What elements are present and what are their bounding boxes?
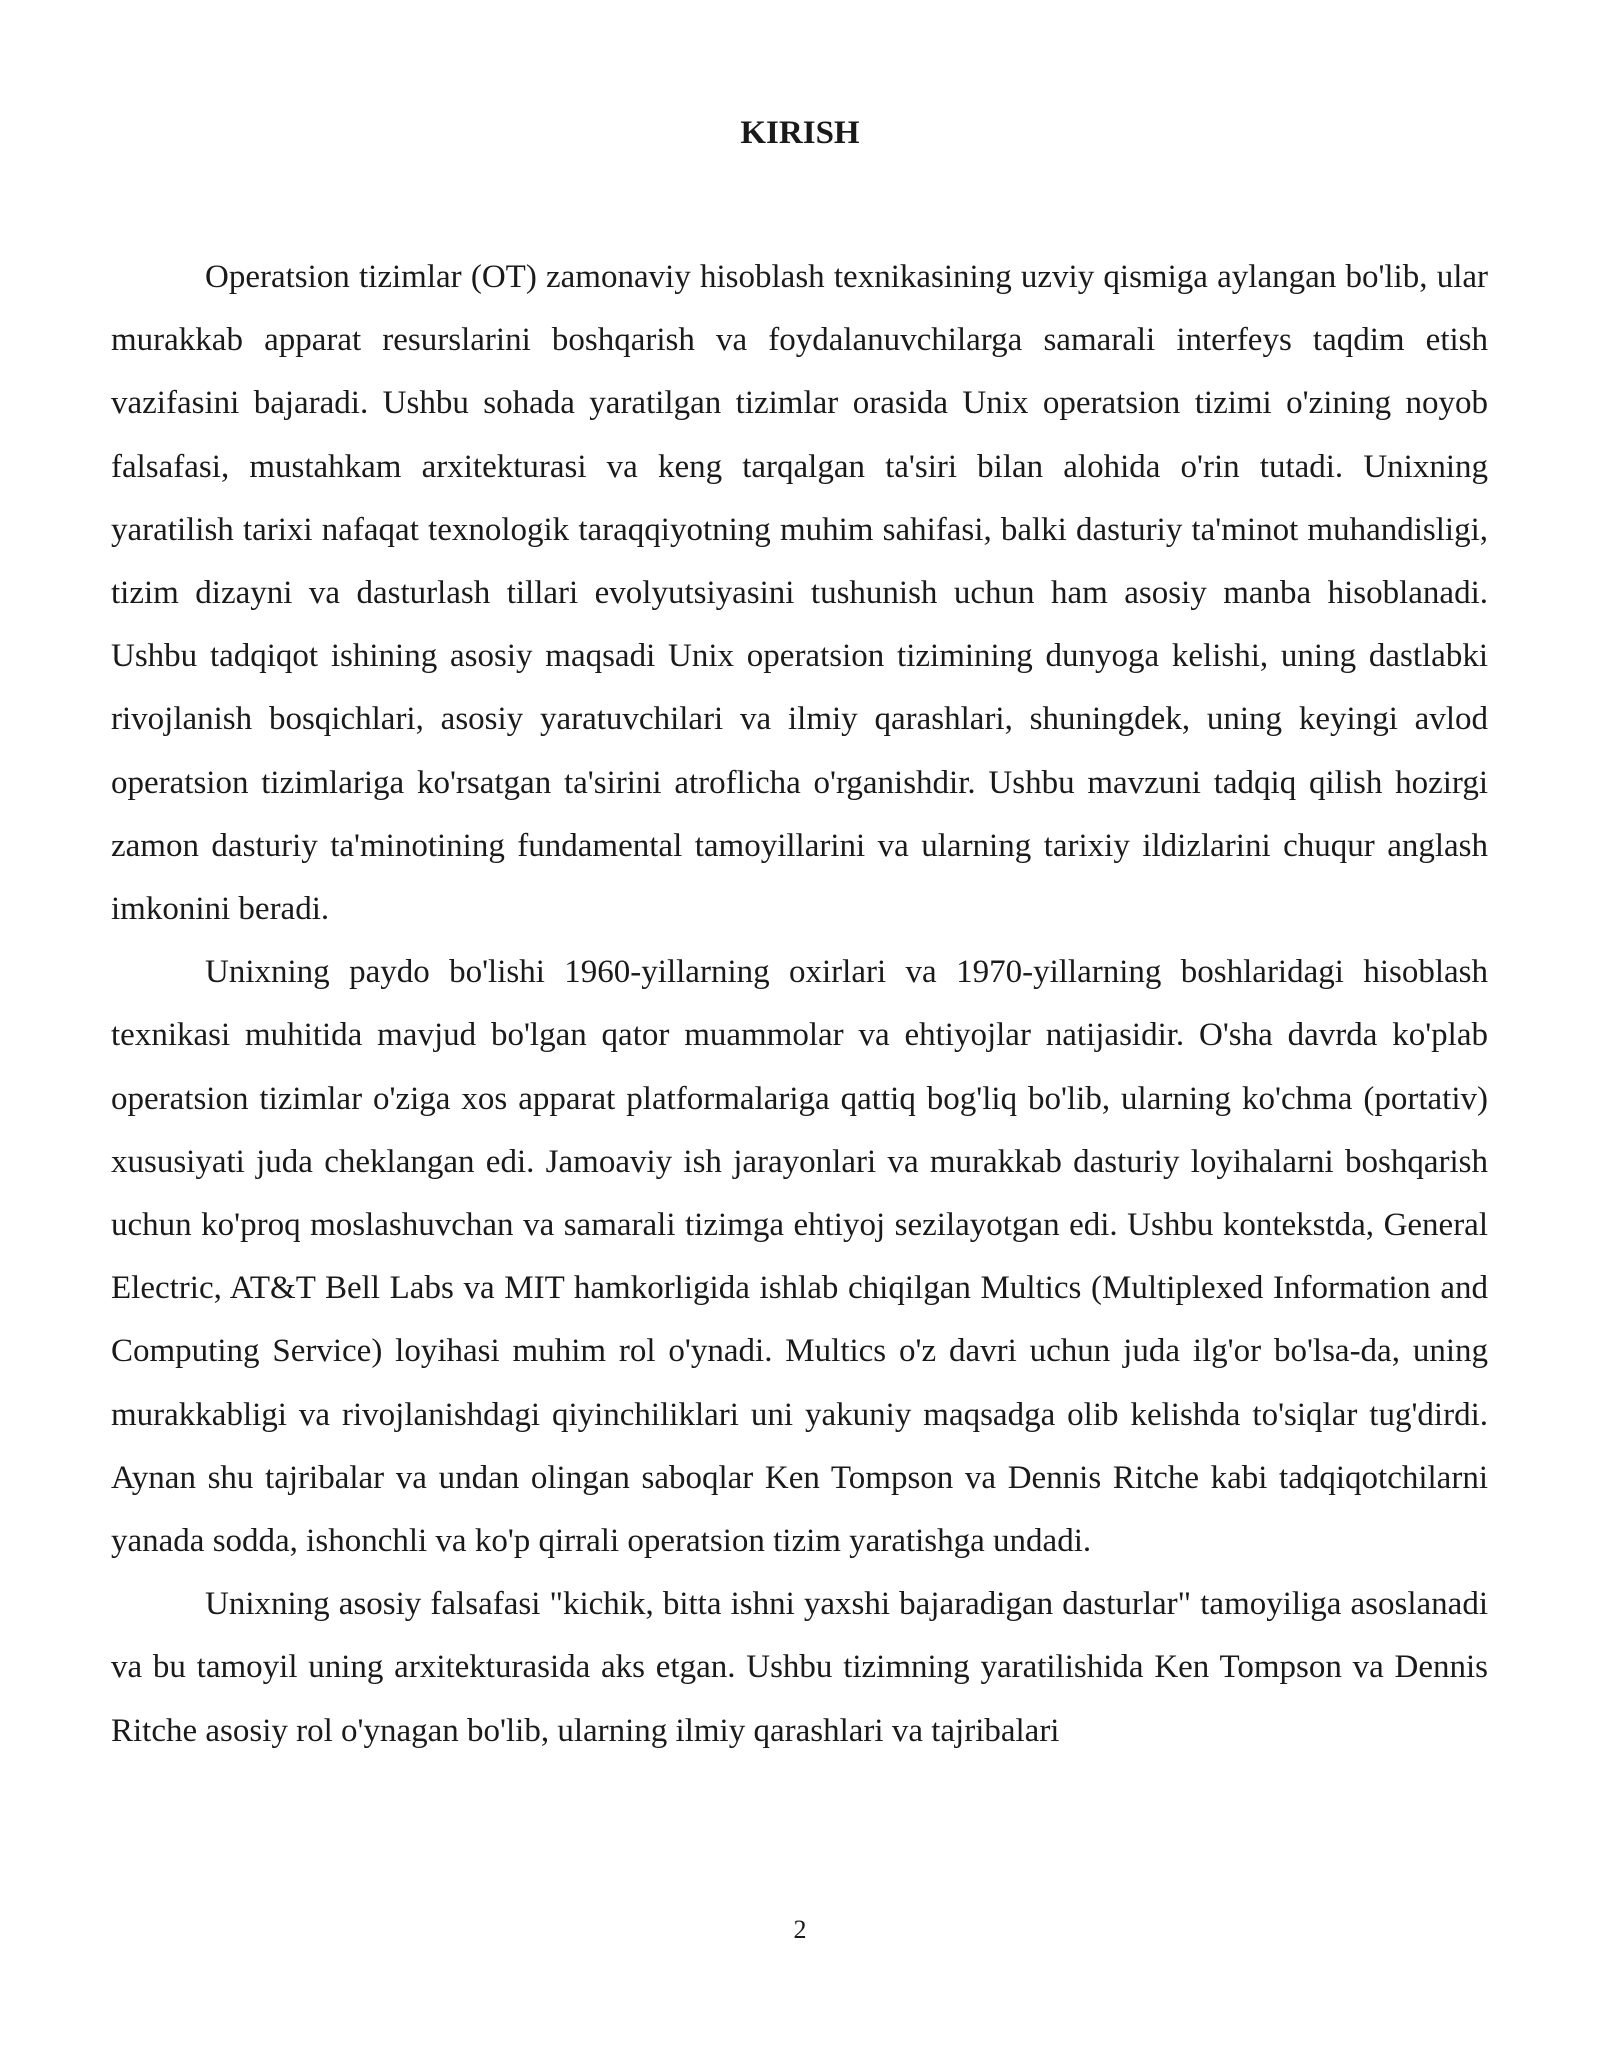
body-text	[111, 246, 1488, 1763]
page-number: 2	[793, 1915, 807, 1944]
paragraph-2: Unixning paydo bo'lishi 1960-yillarning oxirlari va 1970-yillarning boshlaridagi hisoblash texnikasi muhitida mavjud bo'lgan qator muammolar va ehtiyojlar natijasidir. O'sha davrda ko'plab operatsion tizimlar o'ziga xos apparat platformalariga qattiq bog'liq bo'lib, ularning ko'chma (portativ) xususiyati juda cheklangan edi. Jamoaviy ish jarayonlari va murakkab dasturiy loyihalarni boshqarish uchun ko'proq moslashuvchan va samarali tizimga ehtiyoj sezilayotgan edi. Ushbu kontekstda, General Electric, AT&T Bell Labs va MIT hamkorligida ishlab chiqilgan Multics (Multiplexed Information and Computing Service) loyihasi muhim rol o'ynadi. Multics o'z davri uchun juda ilg'or bo'lsa-da, uning murakkabligi va rivojlanishdagi qiyinchiliklari uni yakuniy maqsadga olib kelishda to'siqlar tug'dirdi. Aynan shu tajribalar va undan olingan saboqlar Ken Tompson va Dennis Ritche kabi tadqiqotchilarni yanada sodda, ishonchli va ko'p qirrali operatsion tizim yaratishga undadi.	[111, 954, 1488, 1560]
paragraph-1: Operatsion tizimlar (OT) zamonaviy hisoblash texnikasining uzviy qismiga aylangan bo'lib, ular murakkab apparat resurslarini boshqarish va foydalanuvchilarga samarali interfeys taqdim etish vazifasini bajaradi. Ushbu sohada yaratilgan tizimlar orasida Unix operatsion tizimi o'zining noyob falsafasi, mustahkam arxitekturasi va keng tarqalgan ta'siri bilan alohida o'rin tutadi. Unixning yaratilish tarixi nafaqat texnologik taraqqiyotning muhim sahifasi, balki dasturiy ta'minot muhandisligi, tizim dizayni va dasturlash tillari evolyutsiyasini tushunish uchun ham asosiy manba hisoblanadi. Ushbu tadqiqot ishining asosiy maqsadi Unix operatsion tizimining dunyoga kelishi, uning dastlabki rivojlanish bosqichlari, asosiy yaratuvchilari va ilmiy qarashlari, shuningdek, uning keyingi avlod operatsion tizimlariga ko'rsatgan ta'sirini atroflicha o'rganishdir. Ushbu mavzuni tadqiq qilish hozirgi zamon dasturiy ta'minotining fundamental tamoyillarini va ularning tarixiy ildizlarini chuqur anglash imkonini beradi.	[111, 259, 1488, 928]
page-title: KIRISH	[740, 115, 860, 151]
paragraph-3: Unixning asosiy falsafasi "kichik, bitta ishni yaxshi bajaradigan dasturlar" tamoyiliga asoslanadi va bu tamoyil uning arxitekturasida aks etgan. Ushbu tizimning yaratilishida Ken Tompson va Dennis Ritche asosiy rol o'ynagan bo'lib, ularning ilmiy qarashlari va tajribalari	[111, 1586, 1488, 1749]
